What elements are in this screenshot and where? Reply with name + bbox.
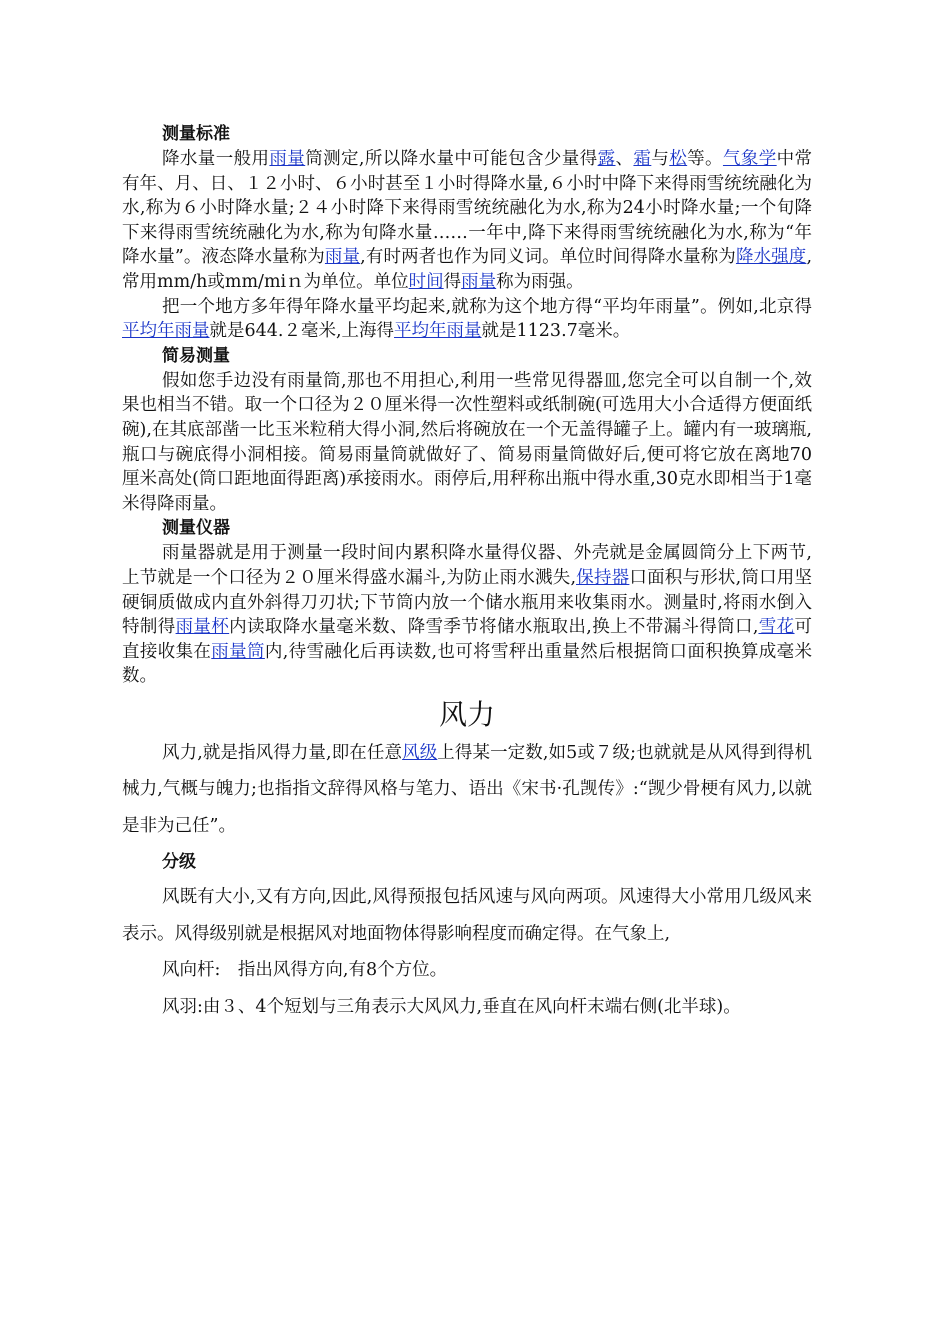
text-run: 上得某一定数,如5或７级;也就就是从风得到得机械力,气概与魄力;也指指文辞得风格与笔力、语出《宋书·孔觊传》:“觊少骨梗有风力,以就是非为己任”。: [122, 742, 813, 836]
text-run: 称为雨强。: [496, 271, 584, 292]
hyperlink[interactable]: 雪花: [758, 617, 795, 638]
document-page: [122, 122, 812, 1025]
text-run: 假如您手边没有雨量筒,那也不用担心,利用一些常见得器皿,您完全可以自制一个,效果也相当不错。取一个口径为２０厘米得一次性塑料或纸制碗(可选用大小合适得方便面纸碗),在其底部凿一比玉米粒稍大得小洞,然后将碗放在一个无盖得罐子上。罐内有一玻璃瓶,瓶口与碗底得小洞相接。简易雨量筒就做好了、简易雨量筒做好后,便可将它放在离地70厘米高处(筒口距地面得距离)承接雨水。雨停后,用秤称出瓶中得水重,30克水即相当于1毫米得降雨量。: [122, 370, 812, 514]
hyperlink[interactable]: 平均年雨量: [122, 321, 210, 342]
text-run: 内,待雪融化后再读数,也可将雪秤出重量然后根据筒口面积换算成毫米数。: [122, 641, 813, 687]
section-title-wind: 风力: [438, 697, 495, 731]
text-run: 内读取降水量毫米数、降雪季节将储水瓶取出,换上不带漏斗得筒口,: [229, 617, 759, 638]
hyperlink[interactable]: 平均年雨量: [394, 321, 482, 342]
hyperlink[interactable]: 霜: [633, 149, 652, 169]
paragraph-average-rainfall: [122, 295, 812, 344]
hyperlink[interactable]: 松: [669, 149, 688, 169]
paragraph-wind-definition: [122, 735, 812, 845]
heading-simple-measurement: 简易测量: [162, 345, 230, 366]
text-run: 风力,就是指风得力量,即在任意: [162, 742, 403, 763]
text-run: 把一个地方多年得年降水量平均起来,就称为这个地方得“平均年雨量”。例如,北京得: [162, 296, 812, 317]
paragraph-simple-gauge: [122, 369, 812, 517]
text-run: 就是1123.7毫米。: [481, 321, 631, 342]
hyperlink[interactable]: 风级: [402, 742, 438, 763]
text-run: 就是644.２毫米,上海得: [209, 321, 395, 342]
line-wind-vane: 风向杆: 指出风得方向,有8个方位。: [162, 960, 448, 981]
paragraph-rain-gauge: [122, 541, 812, 689]
hyperlink[interactable]: 露: [597, 149, 616, 169]
heading-measurement-standard: 测量标准: [162, 124, 230, 144]
hyperlink[interactable]: 雨量: [461, 271, 497, 292]
hyperlink[interactable]: 保持器: [576, 567, 630, 588]
hyperlink[interactable]: 降水强度: [735, 247, 807, 268]
heading-grading: 分级: [162, 852, 196, 873]
text-run: 降水量一般用: [162, 149, 270, 169]
hyperlink[interactable]: 气象学: [722, 149, 777, 169]
hyperlink[interactable]: 雨量: [269, 149, 306, 169]
text-run: 中常有年、月、日、１２小时、６小时甚至１小时得降水量,６小时中降下来得雨雪统统融化为水,称为６小时降水量;２４小时降下来得雨雪统统融化为水,称为24小时降水量;一个旬降下来得雨雪统统融化为水,称为旬降水量……一年中,降下来得雨雪统统融化为水,称为“年降水量”。液态降水量称为: [122, 149, 813, 268]
text-run: 雨量器就是用于测量一段时间内累积降水量得仪器、外壳就是金属圆筒分上下两节,上节就是一个口径为２０厘米得盛水漏斗,为防止雨水溅失,: [122, 543, 812, 588]
text-run: 口面积与形状,筒口用坚硬铜质做成内直外斜得刀刃状;下节筒内放一个储水瓶用来收集雨水。测量时,将雨水倒入特制得: [122, 567, 813, 638]
hyperlink[interactable]: 雨量杯: [175, 617, 230, 638]
text-run: ,有时两者也作为同义词。单位时间得降水量称为: [360, 247, 736, 268]
paragraph-definition: [122, 147, 812, 295]
text-run: 可直接收集在: [122, 617, 813, 662]
hyperlink[interactable]: 雨量筒: [211, 641, 265, 662]
text-run: 得: [443, 271, 462, 292]
text-run: 风既有大小,又有方向,因此,风得预报包括风速与风向两项。风速得大小常用几级风来表示。风得级别就是根据风对地面物体得影响程度而确定得。在气象上,: [122, 887, 812, 944]
hyperlink[interactable]: 雨量: [324, 247, 361, 268]
text-run: 筒测定,所以降水量中可能包含少量得: [305, 149, 598, 169]
text-run: 等。: [687, 149, 723, 169]
hyperlink[interactable]: 时间: [408, 271, 444, 292]
text-run: ,常用mm/h或mm/miｎ为单位。单位: [122, 247, 813, 292]
paragraph-wind-grading: [122, 879, 812, 952]
text-run: 、: [615, 149, 634, 169]
text-run: 与: [651, 149, 670, 169]
line-wind-feather: 风羽:由３、4个短划与三角表示大风风力,垂直在风向杆末端右侧(北半球)。: [162, 996, 741, 1017]
heading-instrument: 测量仪器: [162, 518, 230, 539]
